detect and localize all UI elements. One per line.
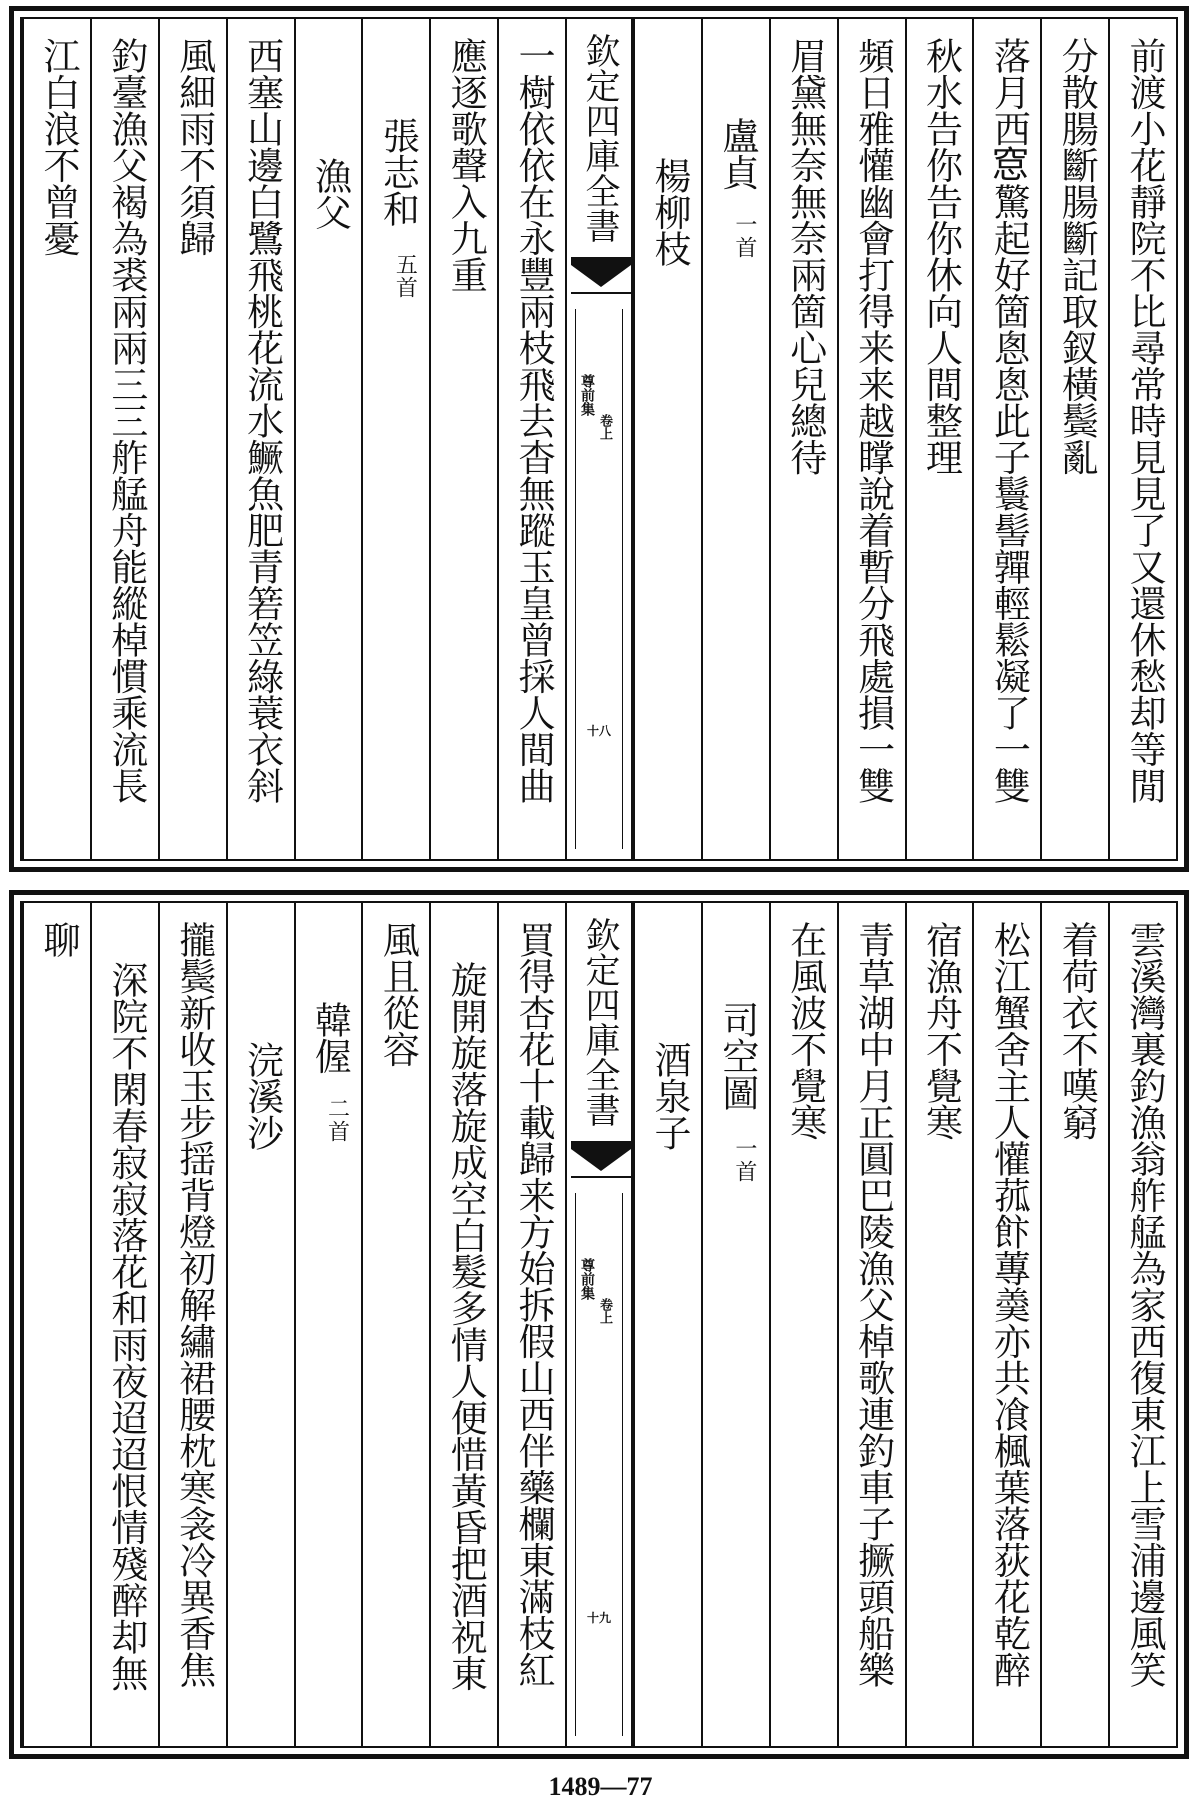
bottom-page-frame [20,901,1178,1748]
text-column [158,19,226,859]
column-text: 韓偓 [308,1001,352,1074]
text-column [972,903,1040,1746]
text-column [837,19,905,859]
text-column [158,903,226,1746]
column-text: 司空圖 [715,1001,759,1111]
column-text: 青草湖中月正圓巴陵漁父棹歌連釣車子撅頭船樂 [851,921,895,1688]
column-text: 風細雨不須歸 [172,37,216,256]
text-column [701,19,769,859]
text-column [1108,903,1176,1746]
author-note: 一首 [731,1137,757,1183]
column-text: 風且從容 [376,921,420,1067]
gutter-title: 欽定四庫全書 [580,33,620,243]
text-column [226,19,294,859]
column-text: 酒泉子 [647,1041,691,1151]
column-text: 松江蟹舍主人懽菰飰蓴羮亦共飡楓葉落荻花乾醉 [987,921,1031,1688]
text-column [769,19,837,859]
column-text: 眉黛無奈無奈兩箇心兒總待 [783,37,827,475]
column-text: 前渡小花靜院不比尋常時見見了又還休愁却等閒 [1123,37,1167,804]
gutter-volume: 卷上 [597,1298,612,1324]
text-column [1040,19,1108,859]
bottom-page-panel [9,890,1189,1759]
text-column [226,903,294,1746]
column-text: 釣臺漁父褐為裘兩兩三三舴艋舟能縱棹慣乘流長 [104,37,148,804]
column-text: 漁父 [308,157,352,230]
column-text: 分散腸斷腸斷記取釵橫鬓亂 [1055,37,1099,475]
gutter-page-number: 十九 [587,1611,612,1625]
text-column [701,903,769,1746]
gutter-book-title: 尊前集 [579,1258,595,1300]
column-text: 旋開旋落旋成空白髮多情人便惜黃昏把酒祝東 [444,961,488,1691]
gutter-volume: 卷上 [597,414,612,440]
column-text: 攏鬓新收玉步揺背燈初解繡裙腰枕寒衾冷異香焦 [172,921,216,1688]
text-column [905,19,973,859]
column-text: 落月西𥦗驚起好箇悤悤此子鬟髻嚲輕鬆凝了一雙 [987,37,1031,804]
text-column [294,19,362,859]
gutter-title: 欽定四庫全書 [580,917,620,1127]
text-column [1040,903,1108,1746]
center-gutter [565,19,633,859]
column-text: 江白浪不曾憂 [36,37,80,256]
text-column [90,903,158,1746]
text-column [633,903,701,1746]
text-column [497,19,565,859]
column-text: 秋水告你告你休向人間整理 [919,37,963,475]
fish-tail-mark [571,1141,631,1179]
text-column [972,19,1040,859]
column-text: 張志和 [376,117,420,227]
column-text: 應逐歌聲入九重 [444,37,488,293]
text-column [90,19,158,859]
column-text: 楊柳枝 [647,157,691,267]
author-note: 一首 [731,213,757,259]
text-column [905,903,973,1746]
column-text: 聊 [36,921,80,958]
column-text: 浣溪沙 [240,1041,284,1151]
fish-tail-mark [571,257,631,295]
text-column [294,903,362,1746]
text-column [497,903,565,1746]
column-text: 西塞山邊白鷺飛桃花流水鱖魚肥青箬笠綠蓑衣斜 [240,37,284,804]
text-column [429,19,497,859]
column-text: 在風波不覺寒 [783,921,827,1140]
column-text: 雲溪灣裏釣漁翁舴艋為家西復東江上雪浦邊風笑 [1123,921,1167,1688]
text-column [361,19,429,859]
column-text: 宿漁舟不覺寒 [919,921,963,1140]
column-text: 頻日雅懽幽會打得来来越𥋇說着暫分飛處損一雙 [851,37,895,804]
text-column [361,903,429,1746]
column-text: 買得杏花十載歸来方始拆假山西伴藥欄東滿枝紅 [512,921,556,1688]
text-column [837,903,905,1746]
center-gutter [565,903,633,1746]
page-number-footer: 1489—77 [548,1772,653,1801]
text-column [1108,19,1176,859]
text-column [429,903,497,1746]
column-text: 深院不閑春寂寂落花和雨夜迢迢恨情殘醉却無 [104,961,148,1691]
column-text: 盧貞 [715,117,759,190]
author-note: 二首 [324,1097,350,1143]
text-column [22,903,90,1746]
column-text: 一樹依依在永豐兩枝飛去杳無蹤玉皇曾採人間曲 [512,37,556,804]
top-page-frame [20,17,1178,861]
top-page-panel [9,6,1189,872]
text-column [769,903,837,1746]
gutter-book-title: 尊前集 [579,374,595,416]
text-column [22,19,90,859]
text-column [633,19,701,859]
column-text: 着荷衣不嘆窮 [1055,921,1099,1140]
author-note: 五首 [392,253,418,299]
gutter-page-number: 十八 [587,724,612,738]
